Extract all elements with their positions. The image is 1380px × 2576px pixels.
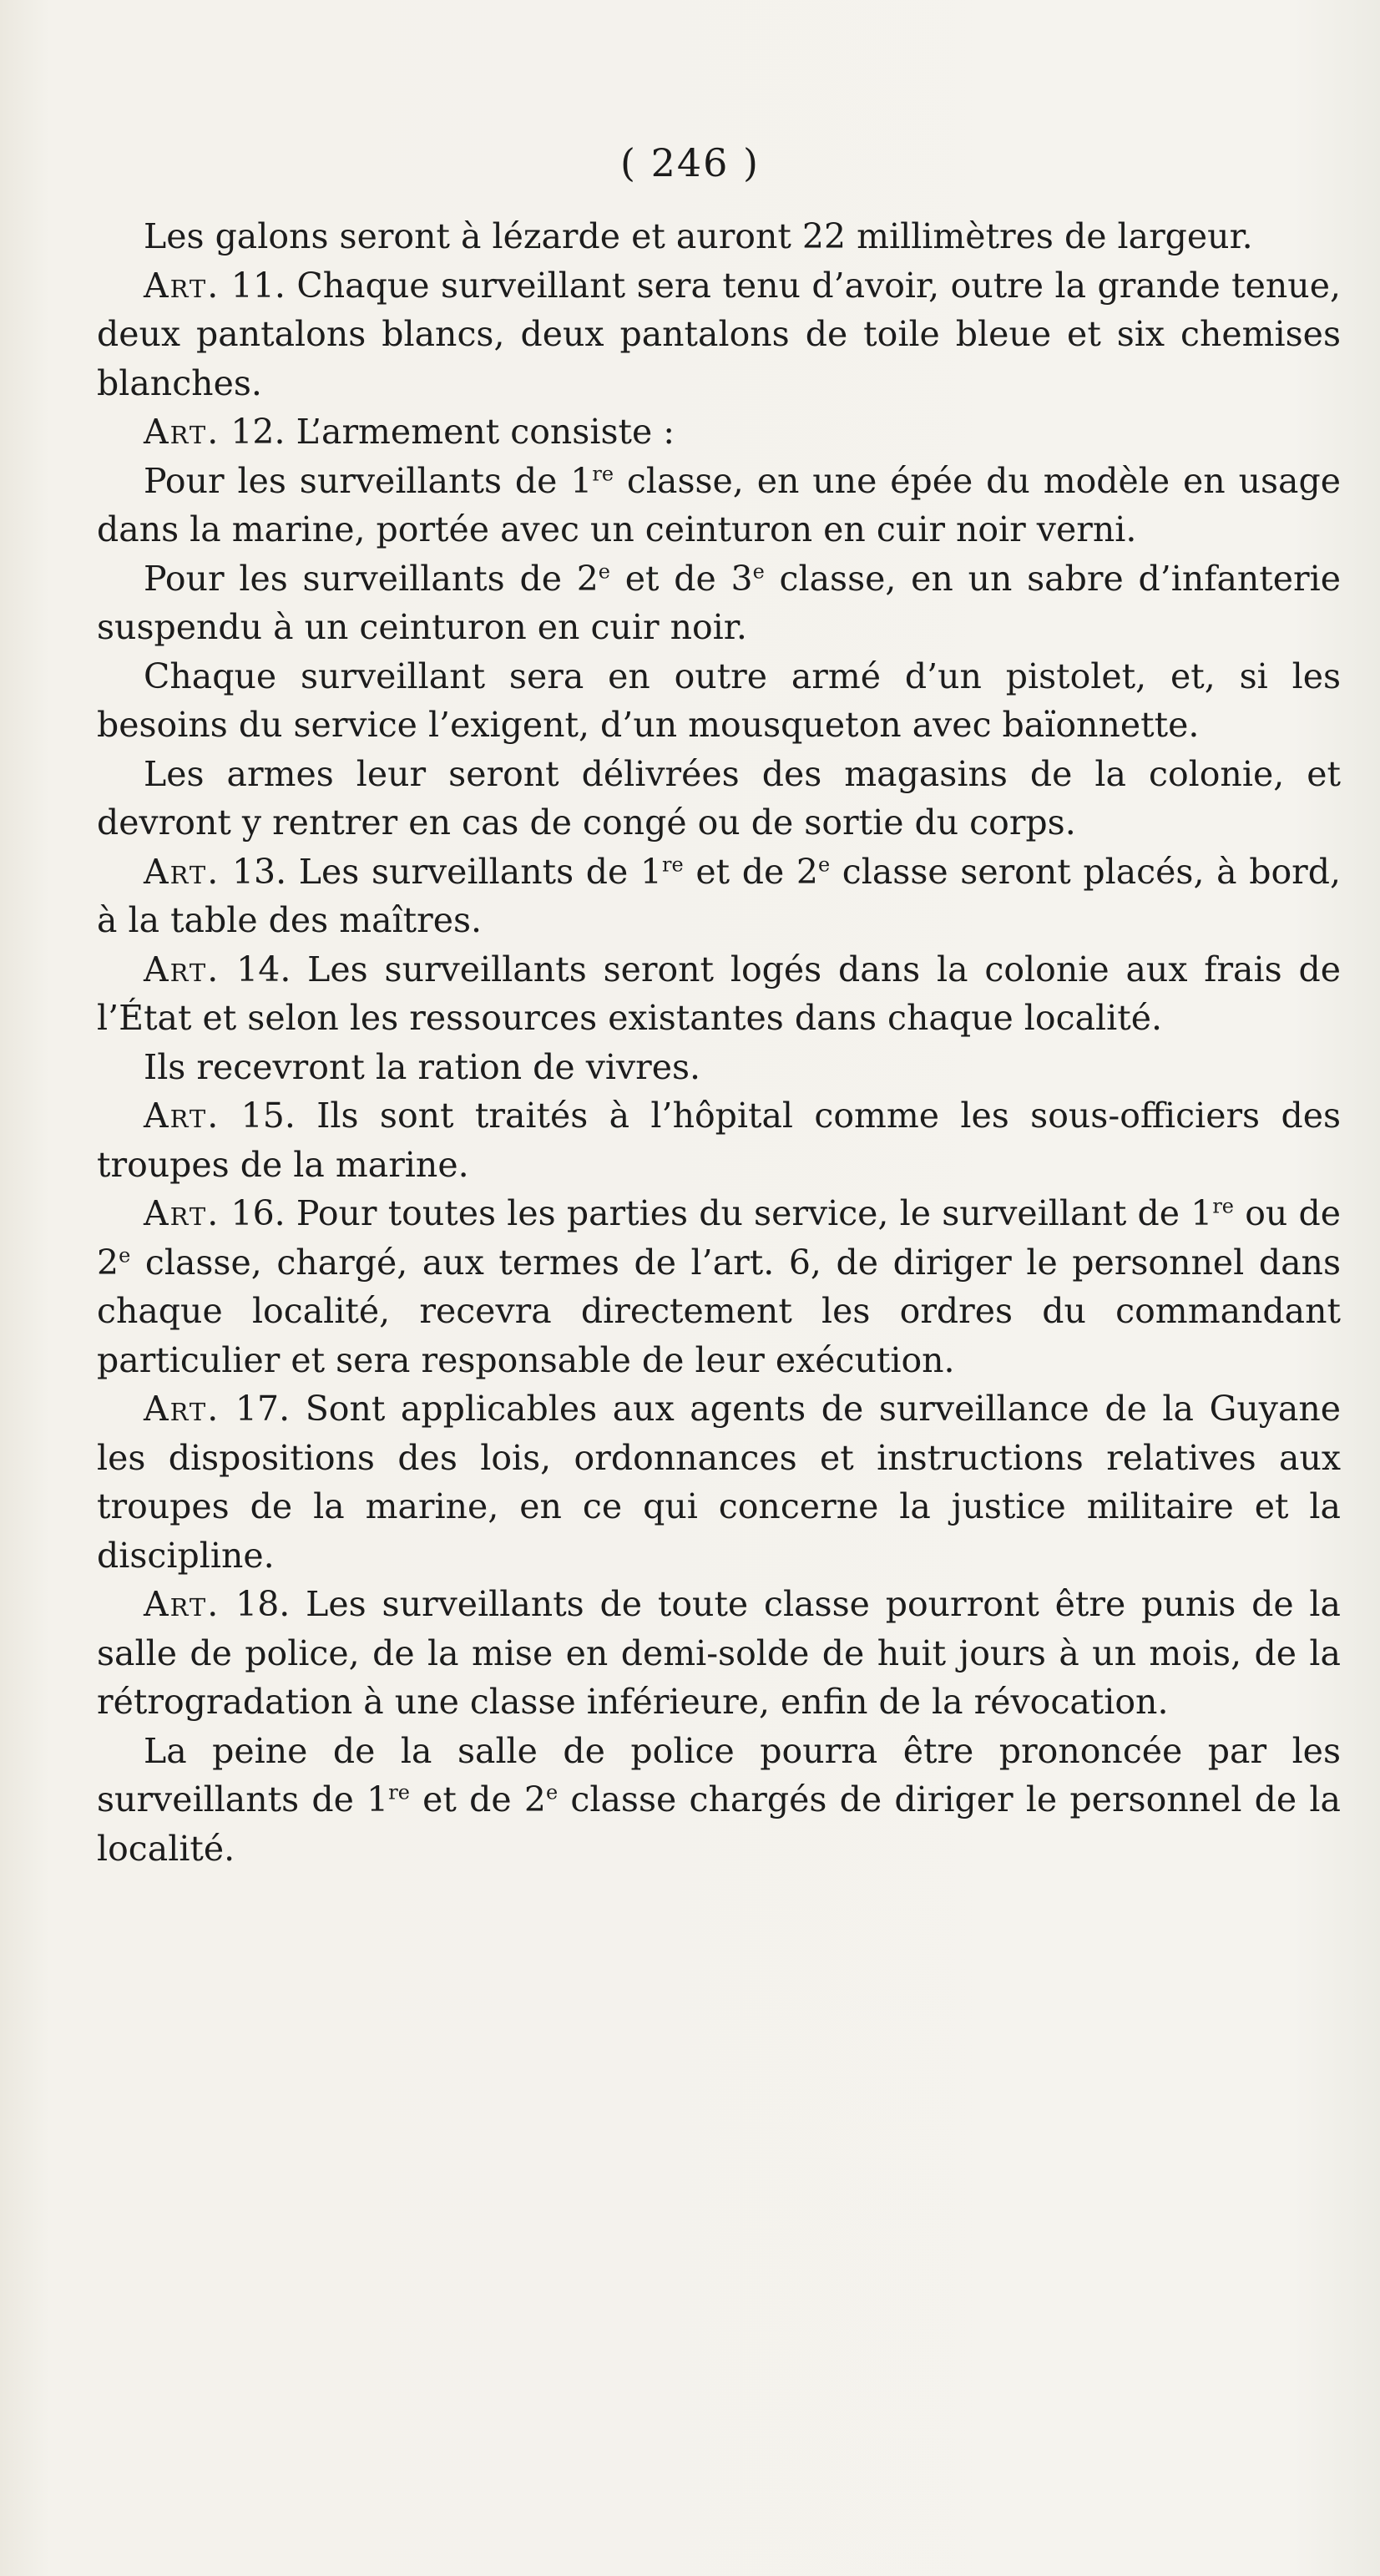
article-label: Art. — [144, 265, 220, 306]
paragraph — [97, 261, 1341, 408]
paragraph — [97, 457, 1341, 554]
paragraph — [97, 1091, 1341, 1189]
paragraph — [97, 554, 1341, 652]
article-label: Art. — [144, 412, 220, 452]
paragraph-text: ou de 2 — [97, 1193, 1341, 1283]
ordinal-superscript: e — [545, 1780, 559, 1804]
paragraph — [97, 1189, 1341, 1384]
paragraph-text: et de 2 — [409, 1779, 546, 1819]
paragraph-text: 12. L’armement consiste : — [220, 412, 675, 452]
paragraph — [97, 1043, 1341, 1092]
paragraph-text: 11. Chaque surveillant sera tenu d’avoir, outre la grande tenue, deux pantalons blancs, deux pantalons de toile bleue et six chemises blanches. — [97, 265, 1341, 403]
body-text — [97, 212, 1341, 1873]
paragraph-text: et de 2 — [683, 851, 818, 892]
article-label: Art. — [144, 949, 220, 989]
paragraph — [97, 407, 1341, 457]
page-number: ( 246 ) — [620, 140, 760, 185]
paragraph — [97, 1727, 1341, 1874]
paragraph-text: Les galons seront à lézarde et auront 22 millimètres de largeur. — [144, 216, 1253, 256]
paragraph — [97, 652, 1341, 750]
paragraph — [97, 945, 1341, 1043]
ordinal-superscript: e — [752, 559, 765, 583]
paragraph-text: classe seront placés, à bord, à la table des maîtres. — [97, 851, 1342, 940]
paragraph-text: classe, chargé, aux termes de l’art. 6, de diriger le personnel dans chaque localité, recevra directement les ordres du commandant particulier et sera responsable de leur exécution. — [97, 1242, 1341, 1380]
paragraph — [97, 1384, 1341, 1580]
article-label: Art. — [144, 851, 220, 892]
paragraph-text: classe, en une épée du modèle en usage dans la marine, portée avec un ceinturon en cuir noir verni. — [97, 460, 1341, 549]
paragraph-text: 17. Sont applicables aux agents de surveillance de la Guyane les dispositions des lois, ordonnances et instructions relatives aux troupes de la marine, en ce qui concerne la justice militaire et la discipline. — [97, 1389, 1341, 1576]
article-label: Art. — [144, 1193, 220, 1233]
ordinal-superscript: e — [119, 1242, 131, 1267]
paragraph-text: Ils recevront la ration de vivres. — [144, 1046, 701, 1087]
paragraph-text: Pour les surveillants de 2 — [144, 558, 599, 599]
paragraph-text: classe, en un sabre d’infanterie suspendu à un ceinturon en cuir noir. — [97, 558, 1342, 647]
article-label: Art. — [144, 1096, 220, 1136]
paragraph — [97, 848, 1341, 945]
paragraph-text: Les armes leur seront délivrées des magasins de la colonie, et devront y rentrer en cas de congé ou de sortie du corps. — [97, 753, 1341, 843]
ordinal-superscript: e — [598, 559, 610, 583]
ordinal-superscript: re — [592, 461, 614, 485]
paragraph — [97, 750, 1341, 848]
article-label: Art. — [144, 1389, 220, 1429]
paragraph-text: 16. Pour toutes les parties du service, le surveillant de 1 — [220, 1193, 1213, 1233]
paragraph-text: 15. Ils sont traités à l’hôpital comme les sous-officiers des troupes de la marine. — [97, 1096, 1341, 1185]
paragraph-text: Pour les surveillants de 1 — [144, 460, 593, 501]
article-label: Art. — [144, 1584, 220, 1624]
paragraph-text: 14. Les surveillants seront logés dans la colonie aux frais de l’État et selon les ressources existantes dans chaque localité. — [97, 949, 1341, 1038]
paragraph-text: La peine de la salle de police pourra être prononcée par les surveillants de 1 — [97, 1730, 1341, 1819]
paragraph — [97, 212, 1341, 261]
ordinal-superscript: re — [662, 852, 684, 876]
ordinal-superscript: re — [1212, 1194, 1235, 1218]
ordinal-superscript: e — [817, 852, 831, 876]
ordinal-superscript: re — [388, 1780, 410, 1804]
paragraph-text: 18. Les surveillants de toute classe pourront être punis de la salle de police, de la mise en demi-solde de huit jours à un mois, de la rétrogradation à une classe inférieure, enfin de la révocation. — [97, 1584, 1341, 1722]
paragraph-text: 13. Les surveillants de 1 — [220, 851, 662, 892]
paragraph-text: Chaque surveillant sera en outre armé d’un pistolet, et, si les besoins du service l’exigent, d’un mousqueton avec baïonnette. — [97, 655, 1341, 745]
paragraph — [97, 1580, 1341, 1727]
paragraph-text: classe chargés de diriger le personnel de la localité. — [97, 1779, 1341, 1869]
paragraph-text: et de 3 — [610, 558, 753, 599]
